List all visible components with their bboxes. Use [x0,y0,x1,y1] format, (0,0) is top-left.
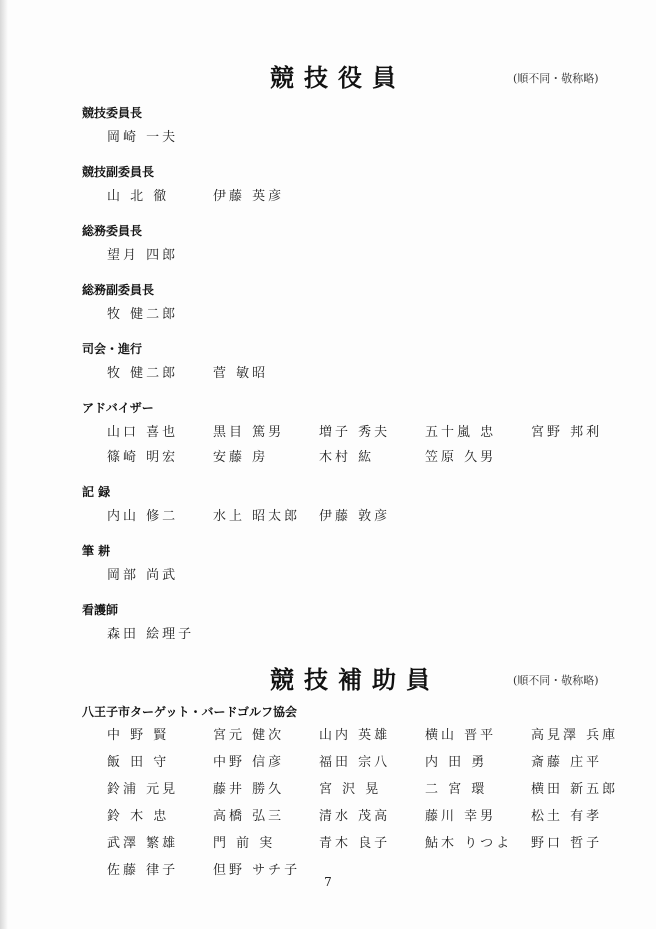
person-name: 藤井 勝久 [213,782,285,797]
person-name: 中 野 賢 [107,728,170,743]
person-name: 斎藤 庄平 [531,755,603,770]
person-name: 山内 英雄 [319,728,391,743]
person-name: 鈴 木 忠 [107,809,170,824]
person-name: 増子 秀夫 [319,425,391,440]
group-names-records [107,505,425,524]
person-name: 高見澤 兵庫 [531,728,619,743]
group-names-competition-vice-chair [107,185,319,204]
officials-note: (順不同・敬称略) [513,72,599,85]
group-label-advisors: アドバイザー [82,401,154,415]
person-name: 伊藤 英彦 [213,189,285,204]
person-name: 笠原 久男 [425,450,497,465]
person-name: 高橋 弘三 [213,809,285,824]
person-name: 松土 有孝 [531,809,603,824]
group-names-competition-chair [107,126,213,145]
person-name: 牧 健二郎 [107,366,179,381]
assistants-row [107,832,637,859]
person-name: 二 宮 環 [425,782,488,797]
person-name: 福田 宗八 [319,755,391,770]
person-name: 横山 晋平 [425,728,497,743]
person-name: 森田 絵理子 [107,627,195,642]
group-label-hachioji-association: 八王子市ターゲット・バードゴルフ協会 [82,705,298,719]
person-name: 飯 田 守 [107,755,170,770]
person-name: 望月 四郎 [107,248,179,263]
person-name: 野口 哲子 [531,836,603,851]
officials-title: 競技役員 [270,64,406,92]
assistants-row [107,724,637,751]
person-name: 伊藤 敦彦 [319,509,391,524]
person-name: 山 北 徹 [107,189,170,204]
person-name: 安藤 房 [213,450,269,465]
group-names-general-affairs-chair [107,244,213,263]
group-names-general-affairs-vice-chair [107,303,213,322]
page-number: 7 [324,875,332,889]
page-edge [0,0,8,929]
person-name: 中野 信彦 [213,755,285,770]
person-name: 藤川 幸男 [425,809,497,824]
group-label-competition-vice-chair: 競技副委員長 [82,165,155,179]
group-label-general-affairs-chair: 総務委員長 [82,224,143,238]
assistants-title: 競技補助員 [270,666,440,694]
person-name: 宮 沢 晃 [319,782,382,797]
group-names-calligraphy [107,564,213,583]
person-name: 岡崎 一夫 [107,130,179,145]
person-name: 青木 良子 [319,836,391,851]
person-name: 牧 健二郎 [107,307,179,322]
group-label-competition-chair: 競技委員長 [82,106,143,120]
person-name: 水上 昭太郎 [213,509,301,524]
group-names-mc [107,362,319,381]
person-name: 門 前 実 [213,836,276,851]
group-names-nurse [107,623,213,642]
assistants-grid [107,724,637,886]
group-label-nurse: 看護師 [82,603,119,617]
person-name: 五十嵐 忠 [425,425,497,440]
person-name: 但野 サチ子 [213,863,301,878]
person-name: 木村 紘 [319,450,375,465]
person-name: 内山 修二 [107,509,179,524]
person-name: 宮野 邦利 [531,425,603,440]
person-name: 黒目 篤男 [213,425,285,440]
person-name: 鈴浦 元見 [107,782,179,797]
group-names-advisors-row-2 [107,446,531,465]
person-name: 鮎木 りつよ [425,836,513,851]
assistants-row [107,805,637,832]
person-name: 横田 新五郎 [531,782,619,797]
group-label-mc: 司会・進行 [82,342,143,356]
group-label-records: 記 録 [82,485,111,499]
assistants-row [107,778,637,805]
person-name: 宮元 健次 [213,728,285,743]
person-name: 佐藤 律子 [107,863,179,878]
person-name: 山口 喜也 [107,425,179,440]
assistants-row [107,751,637,778]
person-name: 清水 茂高 [319,809,391,824]
assistants-note: (順不同・敬称略) [513,674,599,687]
person-name: 菅 敏昭 [213,366,269,381]
group-label-general-affairs-vice-chair: 総務副委員長 [82,283,155,297]
person-name: 内 田 勇 [425,755,488,770]
person-name: 岡部 尚武 [107,568,179,583]
group-names-advisors-row-1 [107,421,637,440]
person-name: 篠崎 明宏 [107,450,179,465]
group-label-calligraphy: 筆 耕 [82,544,111,558]
person-name: 武澤 繁雄 [107,836,179,851]
